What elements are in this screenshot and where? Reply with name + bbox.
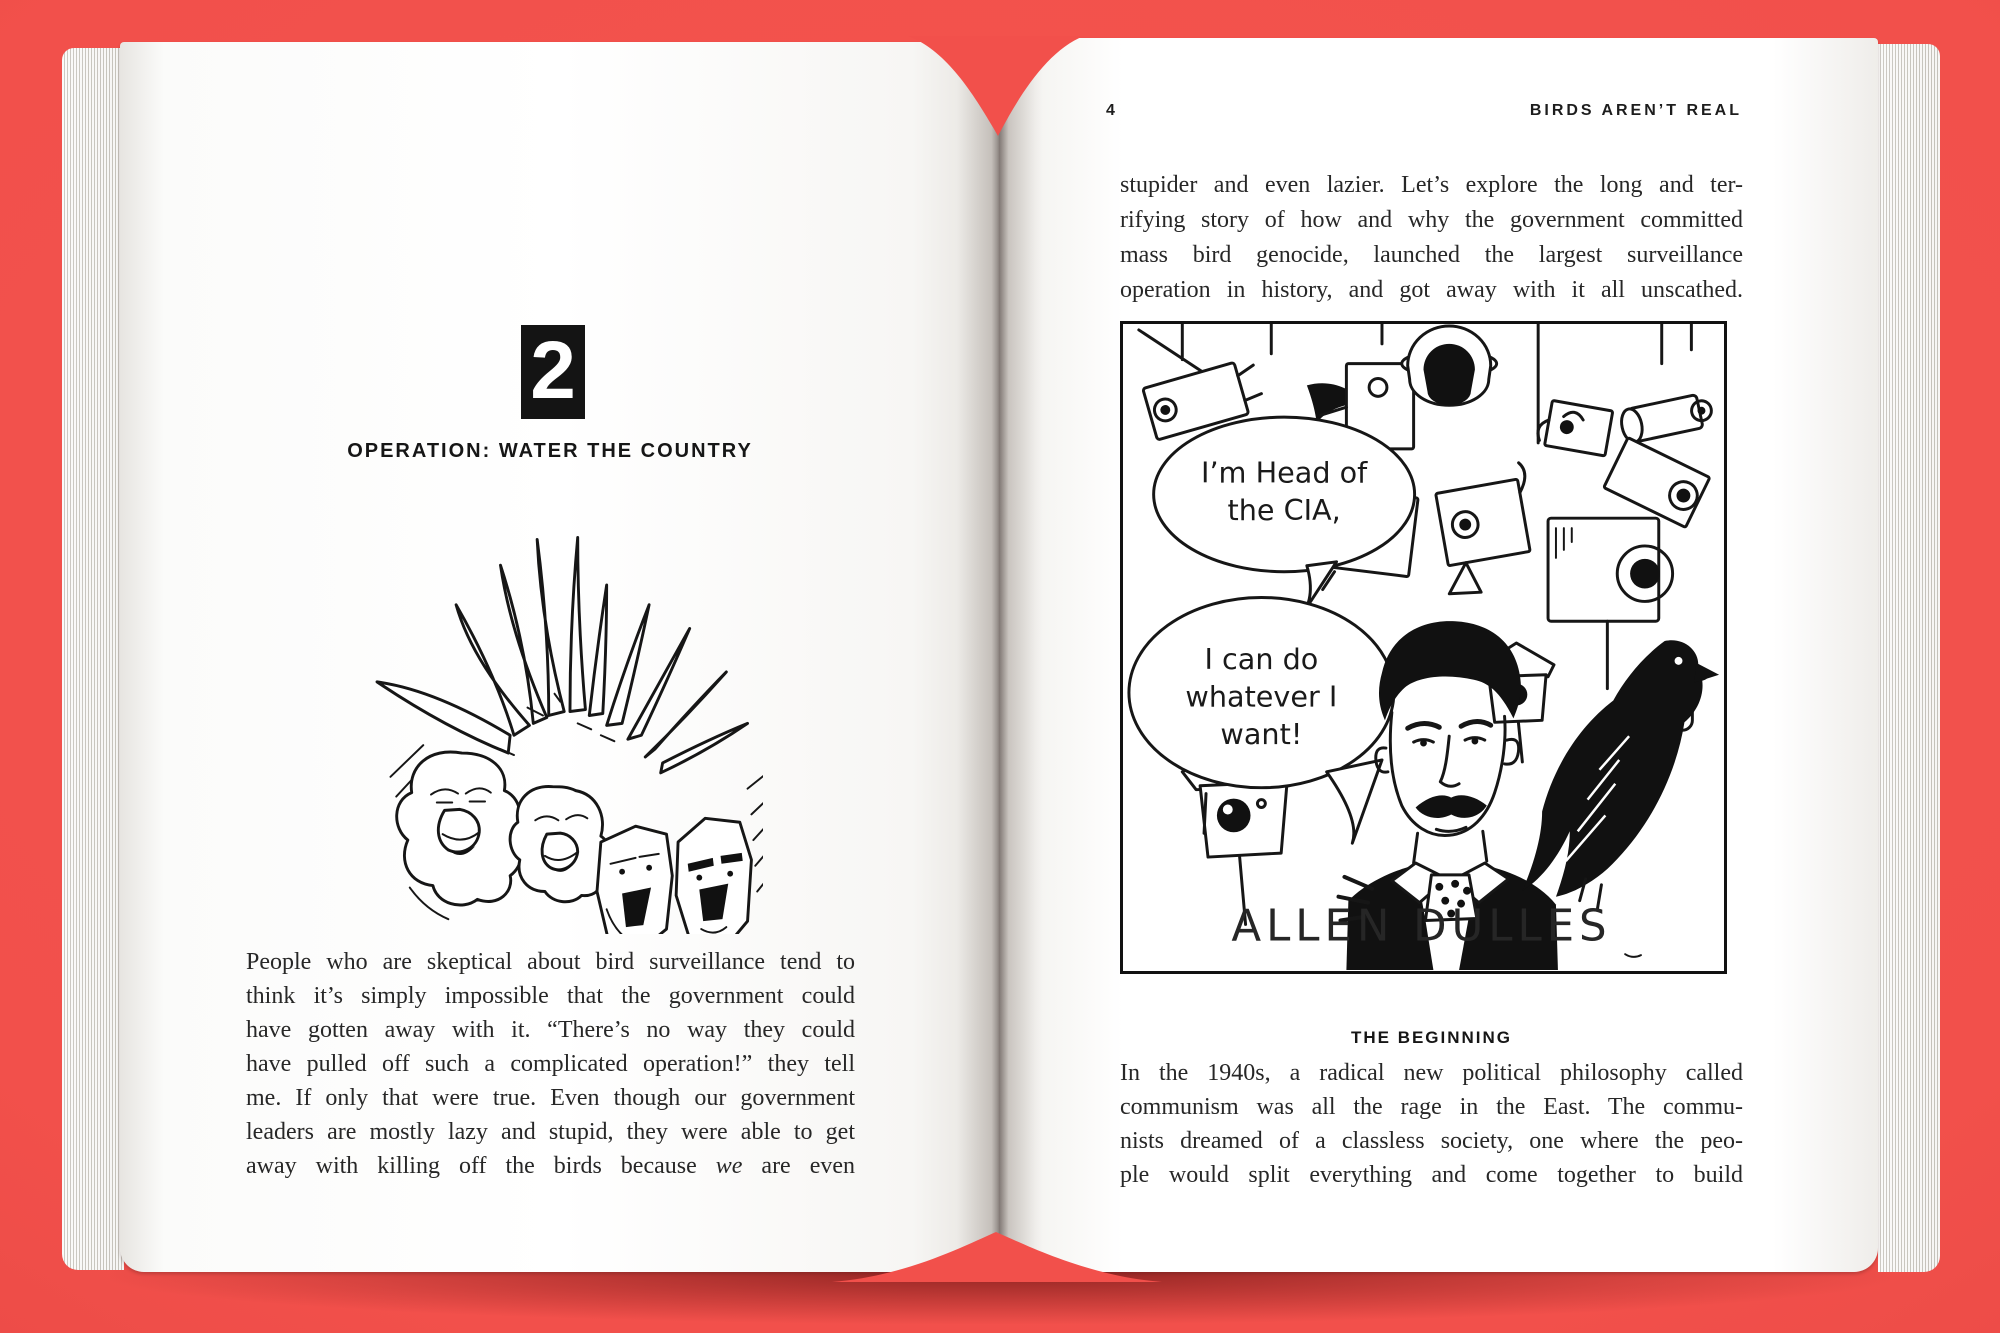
- right-page-bottom-paragraph: [1120, 1056, 1743, 1192]
- italic-word: we: [715, 1153, 743, 1179]
- tube-camera-icon: [1619, 392, 1715, 444]
- small-camera-icon: [1536, 399, 1613, 456]
- paragraph-line: leaders are mostly lazy and stupid, they were able to get: [246, 1119, 855, 1145]
- book: [62, 32, 1940, 1278]
- caption-text: ALLEN DULLES: [1231, 901, 1612, 952]
- speech-bubble-head-of-cia: [1154, 417, 1415, 619]
- line-text: away with killing off the birds because: [246, 1153, 716, 1179]
- bird-president-faces: [390, 745, 763, 934]
- page-stack-edge-right: [1878, 44, 1940, 1272]
- wedge-camera-icon: [1604, 438, 1710, 528]
- dome-camera-icon: [1402, 326, 1497, 405]
- line-text: are even: [742, 1153, 856, 1179]
- right-page-top-paragraph: [1120, 168, 1743, 308]
- paragraph-line: think it’s simply impossible that the government could: [246, 983, 855, 1009]
- paragraph-line: communism was all the rage in the East. The commu-: [1120, 1094, 1743, 1120]
- bubble-text-line: the CIA,: [1227, 493, 1341, 528]
- spine-bottom-notch: [832, 1232, 1162, 1282]
- paragraph-line: have pulled off such a complicated operation!” they tell: [246, 1051, 855, 1077]
- left-page: [120, 42, 1000, 1272]
- paragraph-line: rifying story of how and why the government committed: [1120, 207, 1743, 233]
- caption: [1231, 901, 1641, 957]
- bubble-text-line: want!: [1220, 717, 1303, 752]
- bubble-text-line: I’m Head of: [1201, 455, 1368, 490]
- paragraph-line: [246, 1149, 855, 1183]
- paragraph-line: me. If only that were true. Even though our government: [246, 1085, 855, 1111]
- paragraph-line: nists dreamed of a classless society, one where the peo-: [1120, 1128, 1743, 1154]
- page-number: 4: [1106, 102, 1118, 119]
- left-page-paragraph: [246, 945, 855, 1183]
- bubble-text-line: I can do: [1204, 641, 1319, 676]
- right-page: [1000, 38, 1878, 1272]
- feather-burst-icon: [377, 538, 748, 773]
- paragraph-line: have gotten away with it. “There’s no way they could: [246, 1017, 855, 1043]
- crow-icon: [1522, 640, 1719, 908]
- allen-dulles-surveillance-cartoon: [1123, 324, 1724, 971]
- paragraph-line: stupider and even lazier. Let’s explore the long and ter-: [1120, 172, 1743, 198]
- paragraph-line: operation in history, and got away with it all unscathed.: [1120, 277, 1743, 303]
- paragraph-line: ple would split everything and come together to build: [1120, 1162, 1743, 1188]
- page-stack-edge-left: [62, 48, 124, 1270]
- bubble-text-line: whatever I: [1185, 679, 1338, 714]
- spine-top-notch: [908, 36, 1084, 136]
- chapter-title: OPERATION: WATER THE COUNTRY: [347, 440, 753, 462]
- paragraph-line: mass bird genocide, launched the largest surveillance: [1120, 242, 1743, 268]
- running-header: [1106, 102, 1742, 120]
- chapter-number-badge: 2: [521, 325, 585, 419]
- book-title-header: BIRDS AREN’T REAL: [1529, 102, 1742, 119]
- paragraph-line: People who are skeptical about bird surveillance tend to: [246, 949, 855, 975]
- center-box-camera-icon: [1429, 462, 1544, 598]
- rushmore-bird-heads-illustration: [348, 494, 763, 934]
- paragraph-line: In the 1940s, a radical new political philosophy called: [1120, 1060, 1743, 1086]
- allen-dulles-illustration-panel: [1120, 321, 1727, 974]
- section-heading: THE BEGINNING: [1350, 1028, 1513, 1047]
